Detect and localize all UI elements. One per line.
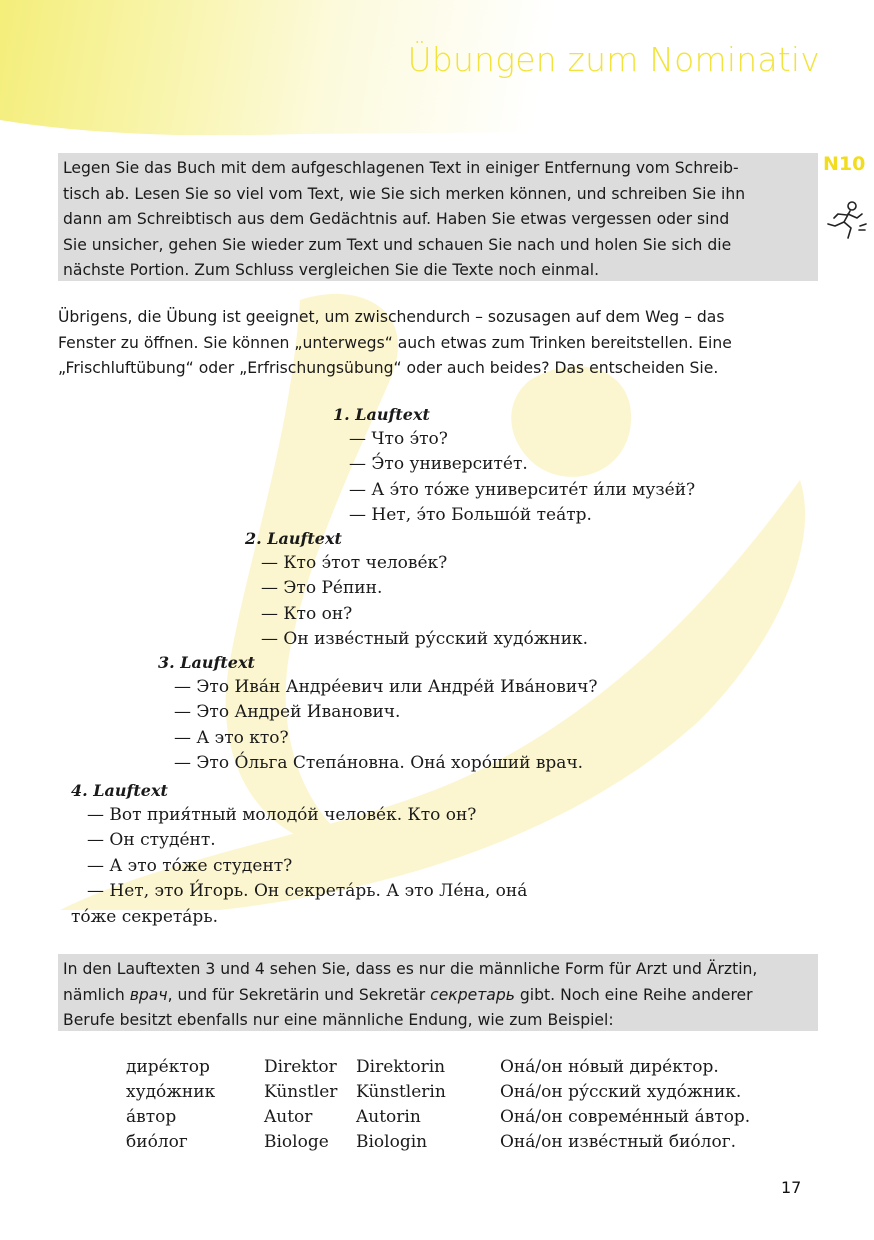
russian-word: а́втор (126, 1107, 177, 1127)
lauftext-line: — Это Андрей Иванович. (174, 702, 401, 723)
instruction-box (58, 153, 818, 281)
paragraph-line: Fenster zu öffnen. Sie können „unterwegs“ auch etwas zum Trinken bereitstellen. Eine (58, 333, 732, 352)
info-line: Berufe besitzt ebenfalls nur eine männliche Endung, wie zum Beispiel: (63, 1011, 614, 1030)
german-female: Autorin (356, 1107, 421, 1127)
lauftext-line: — Это О́льга Степа́новна. Она́ хоро́ший врач. (174, 753, 584, 774)
lauftext-line: — Вот прия́тный молодо́й челове́к. Кто он? (87, 805, 477, 825)
vocabulary-table (126, 1055, 750, 1155)
lauftext-1 (333, 403, 695, 529)
german-male: Biologe (264, 1132, 329, 1152)
example-sentence: Она́/он совреме́нный а́втор. (500, 1107, 751, 1127)
example-sentence: Она́/он изве́стный био́лог. (500, 1132, 736, 1152)
info-text: gibt. Noch eine Reihe anderer (514, 985, 753, 1004)
russian-word: секретарь (430, 985, 515, 1004)
example-sentence: Она́/он ру́сский худо́жник. (500, 1082, 742, 1102)
exercise-code: N10 (823, 153, 866, 175)
running-man-icon (824, 200, 868, 242)
lauftext-4 (71, 779, 527, 930)
page-title: Übungen zum Nominativ (407, 40, 820, 79)
paragraph-line: Übrigens, die Übung ist geeignet, um zwischendurch – sozusagen auf dem Weg – das (58, 308, 725, 326)
instruction-line: nächste Portion. Zum Schluss vergleichen Sie die Texte noch einmal. (63, 261, 600, 280)
lauftext-3 (158, 651, 598, 777)
lauftext-line: — Что э́то? (349, 429, 448, 449)
instruction-line: dann am Schreibtisch aus dem Gedächtnis auf. Haben Sie etwas vergessen oder sind (63, 210, 730, 229)
table-row (126, 1130, 750, 1155)
lauftext-line: — Он студе́нт. (87, 830, 216, 851)
instruction-line: Sie unsicher, gehen Sie wieder zum Text und schauen Sie nach und holen Sie sich die (63, 235, 732, 254)
german-male: Autor (264, 1107, 313, 1127)
table-row (126, 1080, 750, 1105)
german-male: Künstler (264, 1082, 338, 1102)
info-text: nämlich (63, 985, 130, 1004)
lauftext-line: — Это Ива́н Андре́евич или Андре́й Ива́нович? (174, 677, 598, 697)
page-number: 17 (781, 1178, 802, 1197)
example-sentence: Она́/он но́вый дире́ктор. (500, 1057, 719, 1077)
german-female: Biologin (356, 1132, 428, 1152)
german-male: Direktor (264, 1057, 337, 1077)
lauftext-line: — А э́то то́же университе́т и́ли музе́й? (349, 479, 696, 500)
german-female: Künstlerin (356, 1082, 446, 1102)
russian-word: дире́ктор (126, 1057, 210, 1077)
info-line (63, 983, 813, 1009)
lauftext-title: 4. Lauftext (71, 781, 168, 800)
russian-word: био́лог (126, 1132, 188, 1152)
intro-paragraph (58, 305, 818, 382)
lauftext-title: 3. Lauftext (158, 653, 255, 672)
lauftext-line: — Э́то университе́т. (349, 454, 528, 475)
lauftext-line: — Кто он? (261, 603, 353, 624)
lauftext-line: — Он изве́стный ру́сский худо́жник. (261, 629, 589, 650)
lauftext-line: — А это то́же студент? (87, 855, 293, 876)
paragraph-line: „Frischluftübung“ oder „Erfrischungsübung“ oder auch beides? Das entscheiden Sie. (58, 359, 719, 378)
info-text: , und für Sekretärin und Sekretär (167, 985, 431, 1004)
table-row (126, 1105, 750, 1130)
info-box (58, 954, 818, 1031)
russian-word: врач (129, 985, 168, 1004)
lauftext-line: — А это кто? (174, 727, 289, 748)
lauftext-line: — Это Ре́пин. (261, 578, 383, 599)
lauftext-line: — Нет, это И́горь. Он секрета́рь. А это Ле́на, она́ (87, 881, 528, 902)
info-line: In den Lauftexten 3 und 4 sehen Sie, dass es nur die männliche Form für Arzt und Ärztin, (63, 960, 758, 978)
instruction-line: tisch ab. Lesen Sie so viel vom Text, wie Sie sich merken können, und schreiben Sie ihn (63, 184, 746, 203)
lauftext-line: — Кто э́тот челове́к? (261, 553, 448, 573)
lauftext-line: — Нет, э́то Большо́й теа́тр. (349, 505, 592, 526)
instruction-line: Legen Sie das Buch mit dem aufgeschlagenen Text in einiger Entfernung vom Schreib- (63, 159, 739, 177)
russian-word: худо́жник (126, 1082, 216, 1102)
german-female: Direktorin (356, 1057, 446, 1077)
lauftext-title: 1. Lauftext (333, 405, 430, 424)
table-row (126, 1055, 750, 1080)
lauftext-title: 2. Lauftext (245, 529, 342, 548)
lauftext-2 (245, 527, 588, 653)
lauftext-line: то́же секрета́рь. (71, 906, 218, 927)
